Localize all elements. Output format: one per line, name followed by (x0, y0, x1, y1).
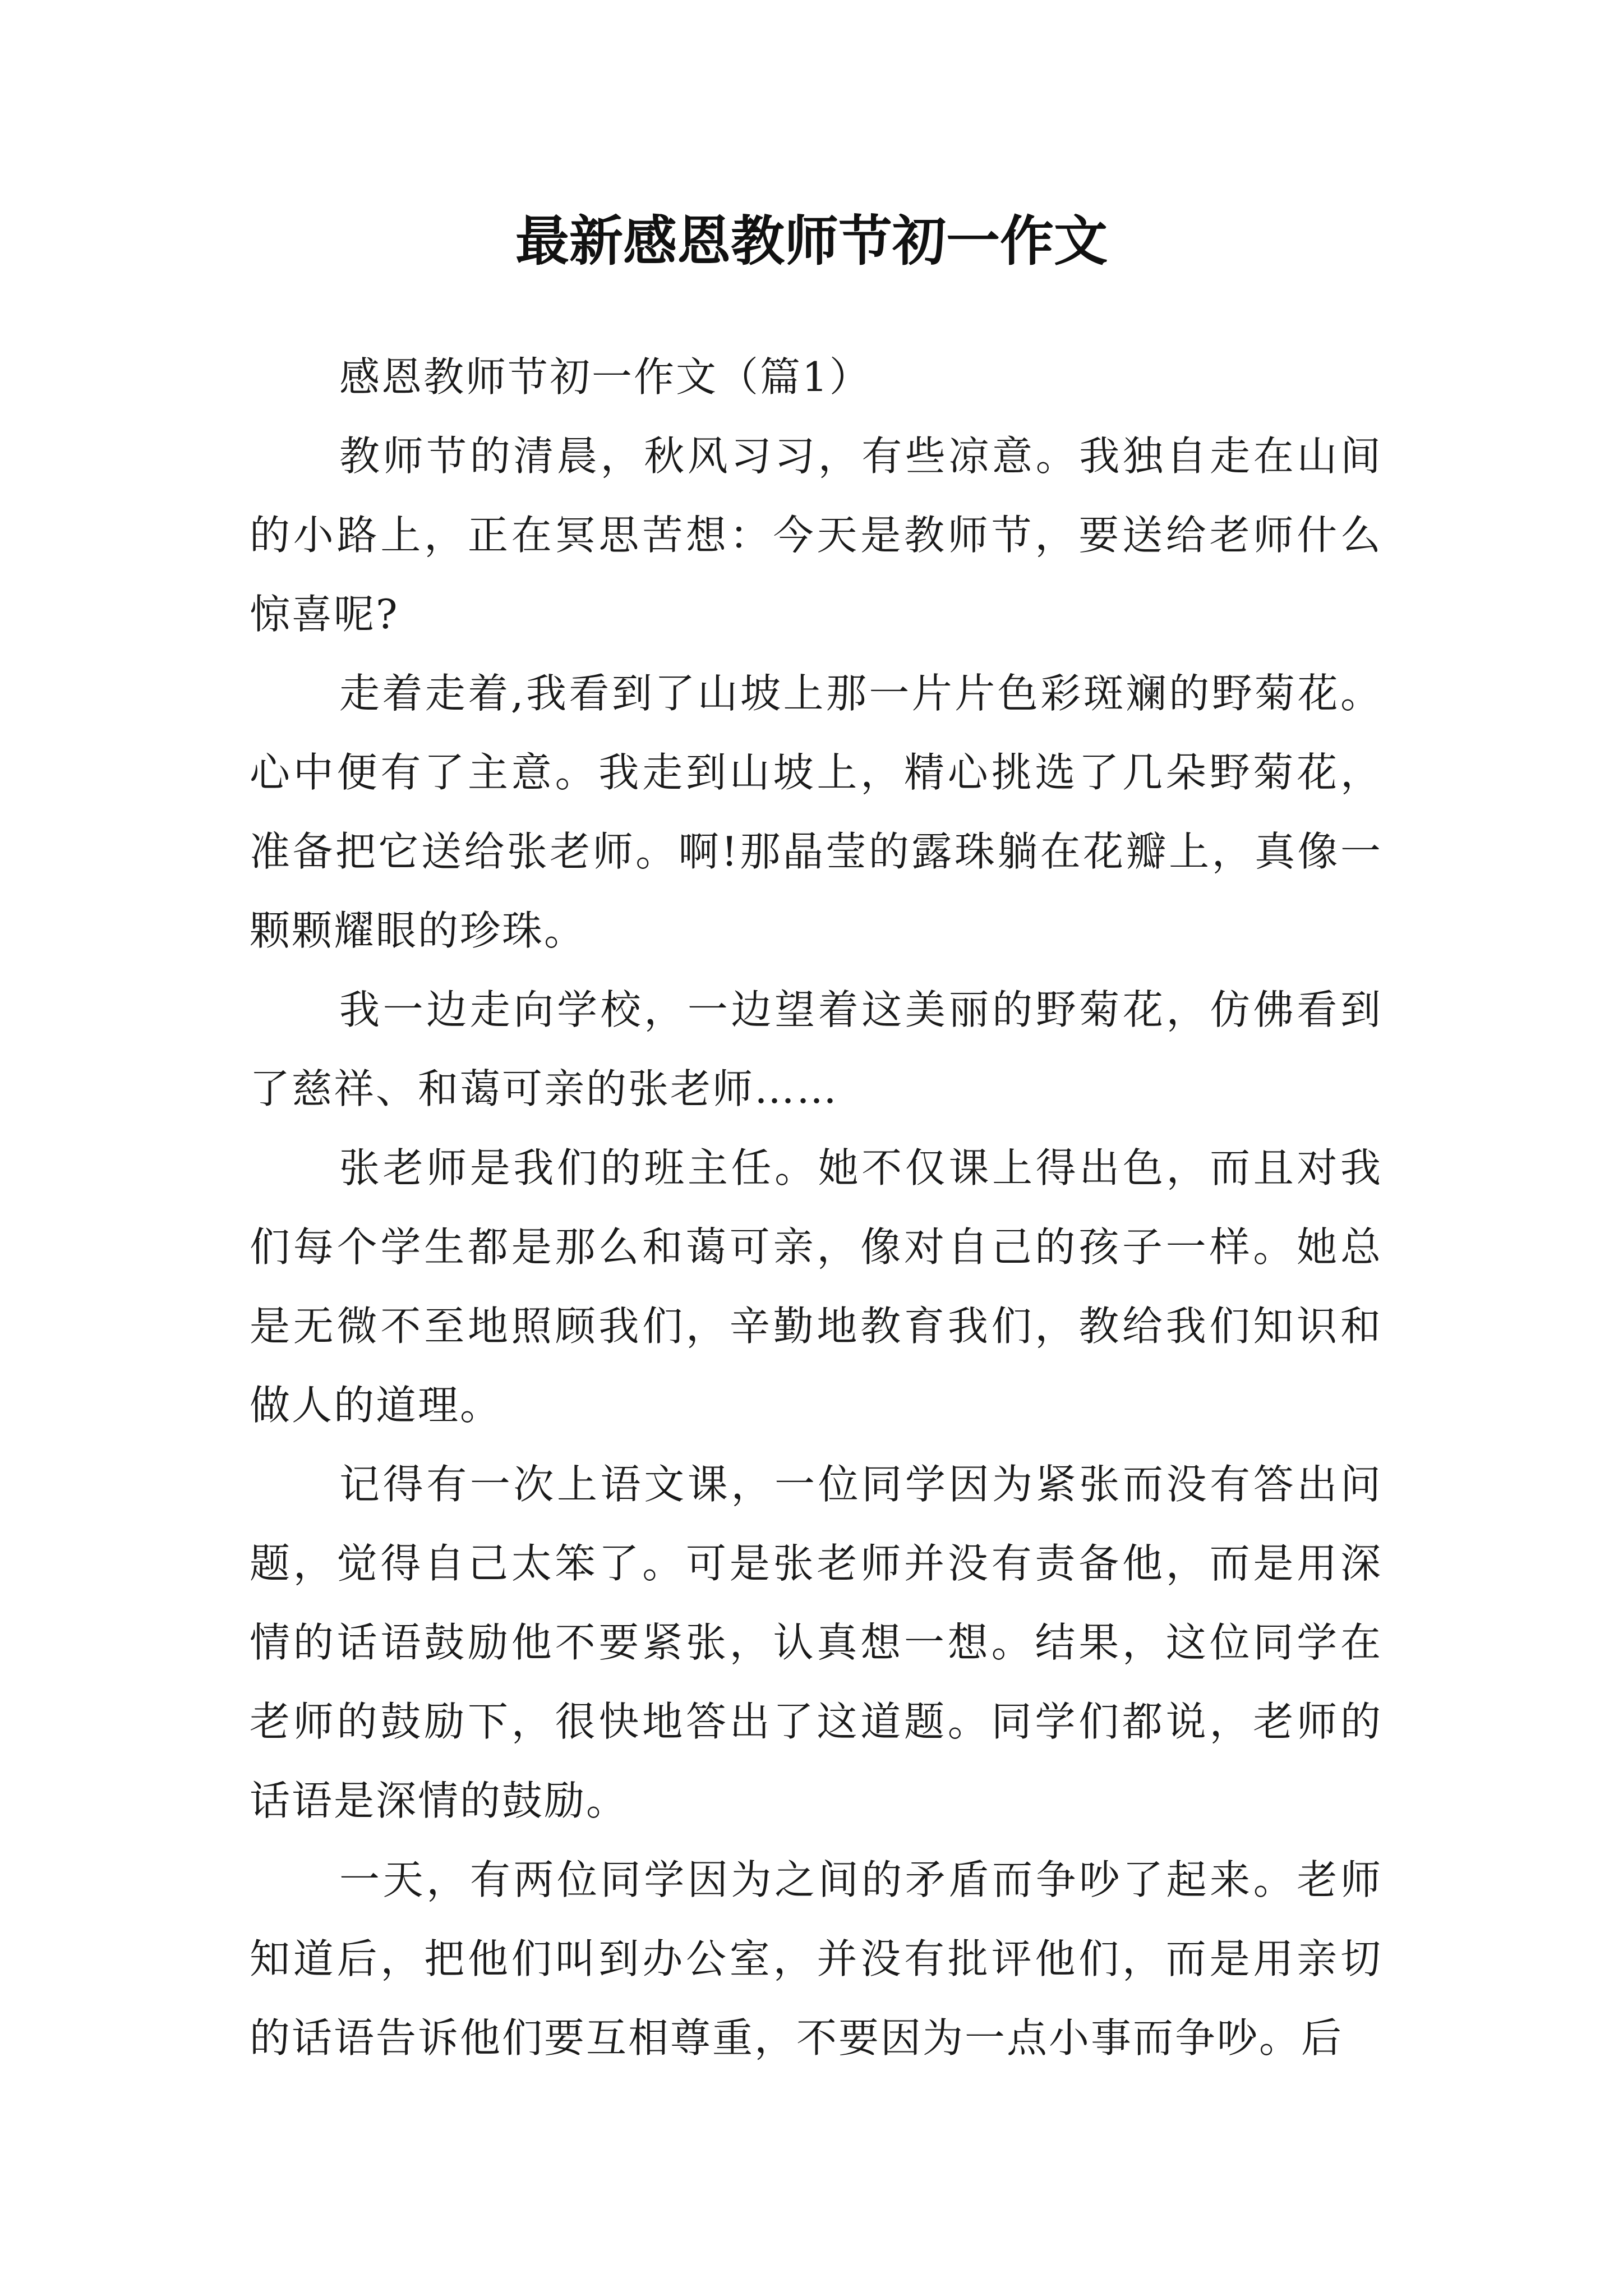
document-title: 最新感恩教师节初一作文 (515, 209, 1108, 273)
paragraph: 记得有一次上语文课，一位同学因为紧张而没有答出问题，觉得自己太笨了。可是张老师并没有责备他，而是用深情的话语鼓励他不要紧张，认真想一想。结果，这位同学在老师的鼓励下，很快地答出了这道题。同学们都说，老师的话语是深情的鼓励。 (250, 1461, 1382, 1824)
paragraph: 教师节的清晨，秋风习习，有些凉意。我独自走在山间的小路上，正在冥思苦想：今天是教师节，要送给老师什么惊喜呢? (250, 432, 1382, 638)
paragraph: 我一边走向学校，一边望着这美丽的野菊花，仿佛看到了慈祥、和蔼可亲的张老师…… (250, 986, 1382, 1112)
paragraph: 一天，有两位同学因为之间的矛盾而争吵了起来。老师知道后，把他们叫到办公室，并没有批评他们，而是用亲切的话语告诉他们要互相尊重，不要因为一点小事而争吵。后 (250, 1856, 1382, 2062)
paragraph-heading: 感恩教师节初一作文（篇1） (339, 353, 872, 401)
document-body (250, 338, 1382, 2078)
paragraph: 走着走着,我看到了山坡上那一片片色彩斑斓的野菊花。心中便有了主意。我走到山坡上，精心挑选了几朵野菊花，准备把它送给张老师。啊!那晶莹的露珠躺在花瓣上，真像一颗颗耀眼的珍珠。 (250, 670, 1382, 954)
paragraph: 张老师是我们的班主任。她不仅课上得出色，而且对我们每个学生都是那么和蔼可亲，像对自己的孩子一样。她总是无微不至地照顾我们，辛勤地教育我们，教给我们知识和做人的道理。 (250, 1144, 1382, 1429)
